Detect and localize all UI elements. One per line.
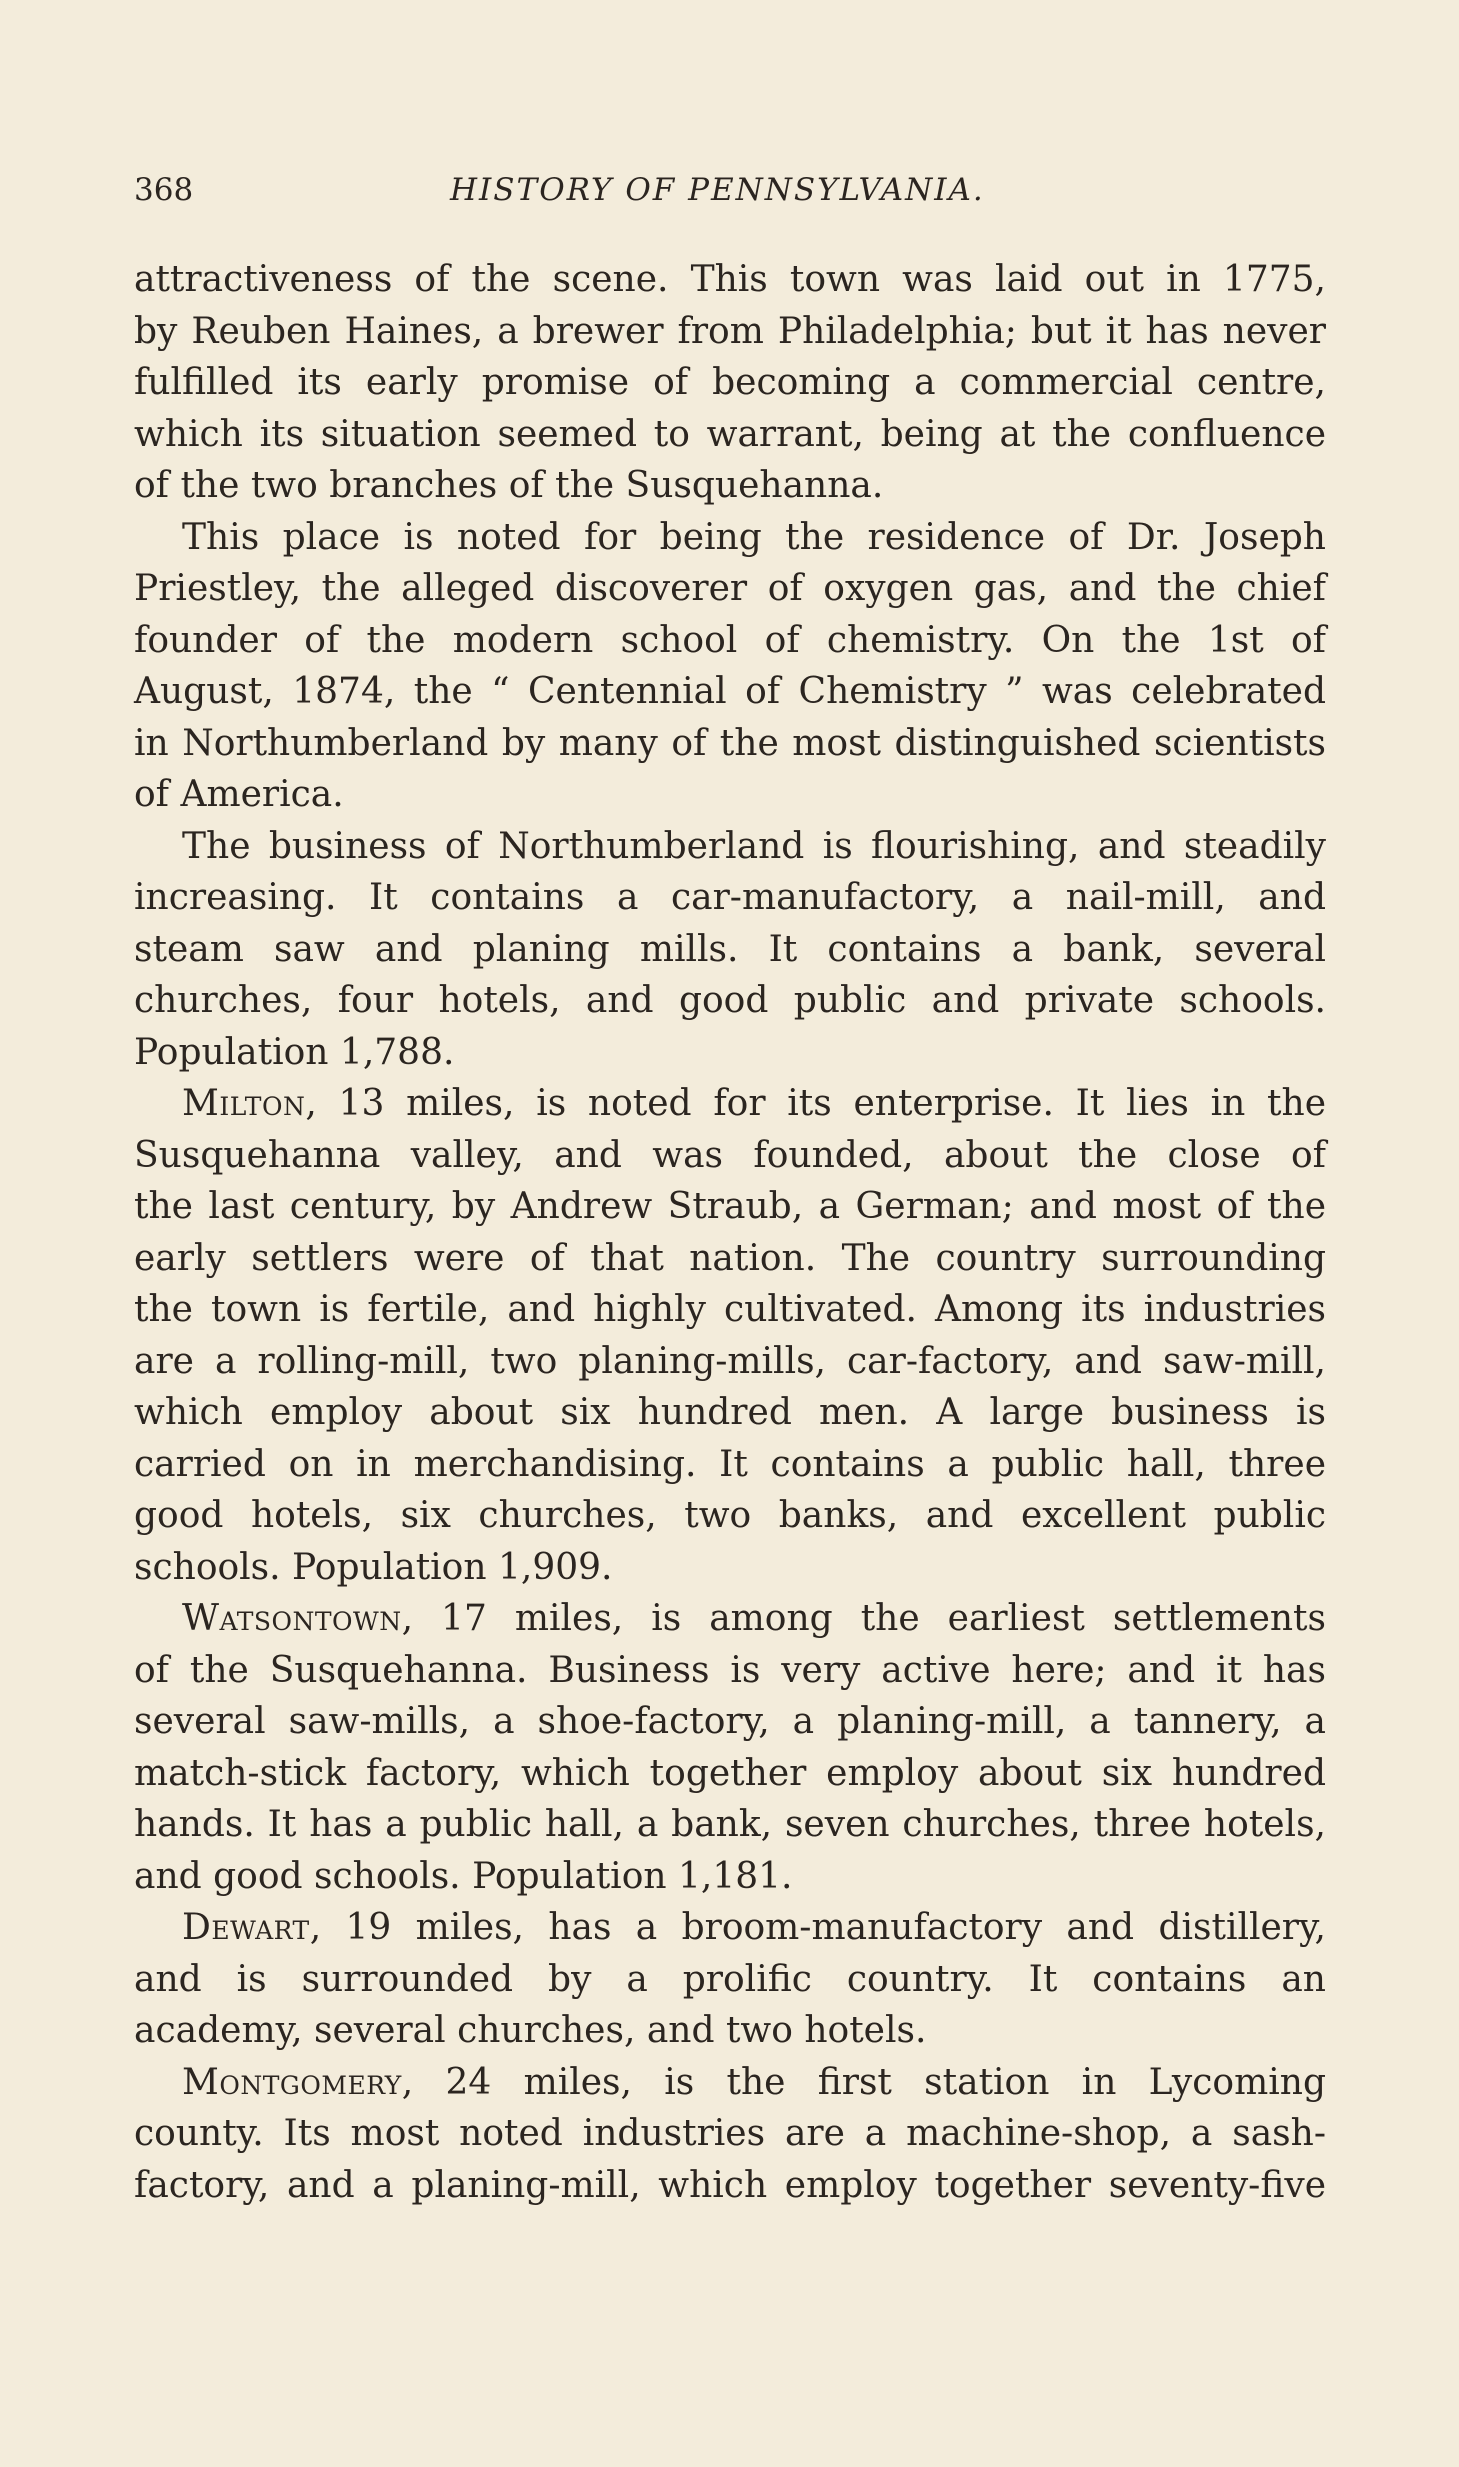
running-title: HISTORY OF PENNSYLVANIA. — [450, 172, 985, 208]
text-line: Watsontown, 17 miles, is among the earliest settlements — [182, 1598, 1326, 1639]
text-line: Dewart, 19 miles, has a broom-manufactory and distillery, — [182, 1907, 1326, 1948]
text-line: Milton, 13 miles, is noted for its enterprise. It lies in the — [182, 1083, 1326, 1124]
text-line: churches, four hotels, and good public and private schools. — [134, 980, 1326, 1021]
text-line: which its situation seemed to warrant, being at the confluence — [134, 413, 1326, 455]
text-line: which employ about six hundred men. A large business is — [134, 1392, 1326, 1433]
text-line: in Northumberland by many of the most distinguished scientists — [134, 722, 1326, 764]
text-line: of America. — [134, 774, 344, 815]
text-line: steam saw and planing mills. It contains a bank, several — [134, 928, 1326, 970]
text-line: academy, several churches, and two hotels. — [134, 2010, 927, 2051]
text-line: increasing. It contains a car-manufactory, a nail-mill, and — [134, 877, 1326, 918]
text-line: and is surrounded by a prolific country. It contains an — [134, 1958, 1326, 2000]
text-line: carried on in merchandising. It contains a public hall, three — [134, 1443, 1326, 1485]
text-line: the last century, by Andrew Straub, a German; and most of the — [134, 1186, 1326, 1227]
text-line: several saw-mills, a shoe-factory, a planing-mill, a tannery, a — [134, 1701, 1326, 1742]
text-line: attractiveness of the scene. This town was laid out in 1775, — [134, 259, 1326, 300]
text-line: county. Its most noted industries are a machine-shop, a sash- — [134, 2113, 1326, 2154]
running-head — [134, 168, 1326, 212]
body-text — [134, 254, 1326, 2211]
text-line: good hotels, six churches, two banks, and excellent public — [134, 1495, 1326, 1536]
text-line: Montgomery, 24 miles, is the first station in Lycoming — [182, 2061, 1326, 2103]
text-line: founder of the modern school of chemistry. On the 1st of — [134, 619, 1326, 661]
text-line: of the Susquehanna. Business is very active here; and it has — [134, 1649, 1326, 1691]
text-line: Population 1,788. — [134, 1031, 455, 1073]
text-line: Susquehanna valley, and was founded, about the close of — [134, 1134, 1326, 1176]
place-name-milton: Milton — [182, 1083, 306, 1124]
page-number: 368 — [134, 172, 194, 208]
text-line: by Reuben Haines, a brewer from Philadelphia; but it has never — [134, 310, 1326, 352]
place-name-watsontown: Watsontown — [182, 1598, 402, 1639]
text-line: and good schools. Population 1,181. — [134, 1855, 793, 1897]
place-name-dewart: Dewart — [182, 1907, 310, 1948]
text-line: match-stick factory, which together employ about six hundred — [134, 1752, 1326, 1794]
text-line: early settlers were of that nation. The country surrounding — [134, 1237, 1326, 1279]
text-line: The business of Northumberland is flourishing, and steadily — [182, 825, 1326, 867]
place-name-montgomery: Montgomery — [182, 2061, 402, 2103]
text-line: of the two branches of the Susquehanna. — [134, 465, 884, 506]
text-line: This place is noted for being the residence of Dr. Joseph — [182, 516, 1326, 558]
text-line: Priestley, the alleged discoverer of oxygen gas, and the chief — [134, 568, 1326, 609]
text-line: hands. It has a public hall, a bank, seven churches, three hotels, — [134, 1804, 1326, 1845]
text-line: factory, and a planing-mill, which employ together seventy-five — [134, 2164, 1326, 2206]
text-line: schools. Population 1,909. — [134, 1546, 613, 1588]
text-line: are a rolling-mill, two planing-mills, car-factory, and saw-mill, — [134, 1340, 1326, 1382]
text-line: fulfilled its early promise of becoming a commercial centre, — [134, 362, 1326, 403]
text-line: the town is fertile, and highly cultivated. Among its industries — [134, 1289, 1326, 1330]
text-line: August, 1874, the “ Centennial of Chemistry ” was celebrated — [134, 671, 1326, 712]
